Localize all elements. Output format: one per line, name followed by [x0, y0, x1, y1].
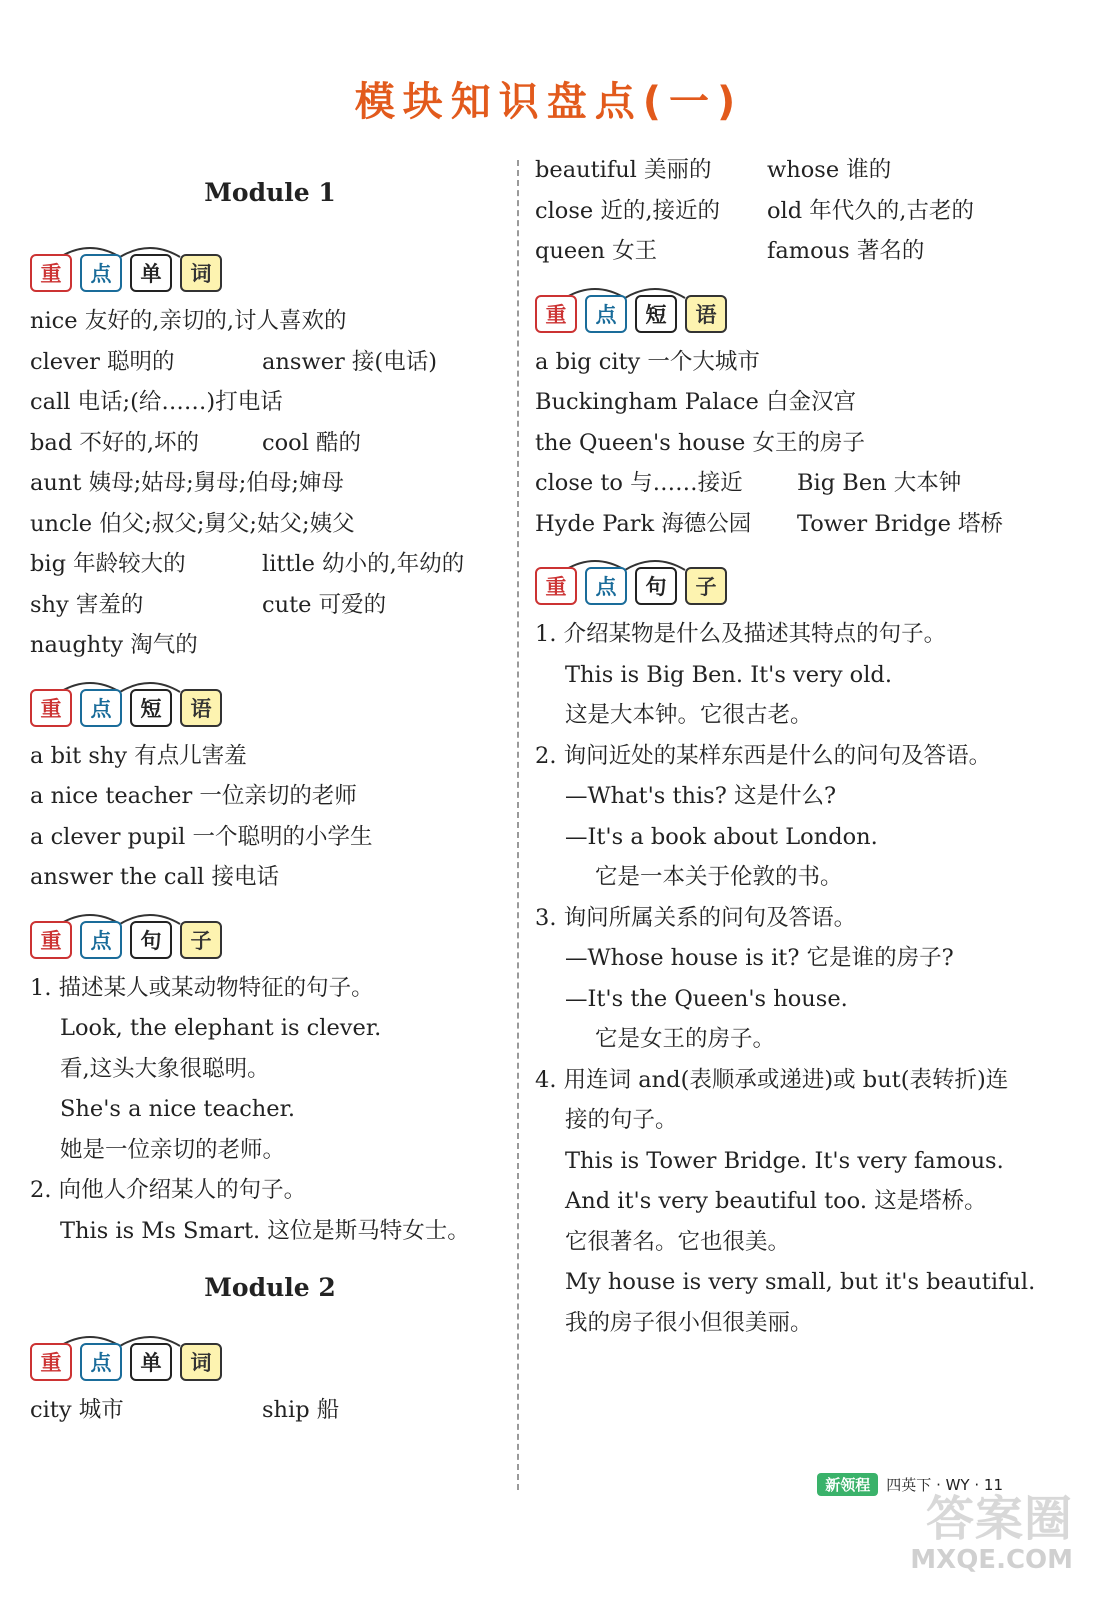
module-2-sentence-list: [535, 614, 1036, 1343]
badge-char: 重: [30, 921, 72, 959]
list-item: a nice teacher 一位亲切的老师: [30, 783, 357, 809]
badge-char: 短: [635, 295, 677, 333]
badge-key-sentences: [30, 906, 510, 962]
module-2-phrase-list: [535, 342, 1025, 545]
badge-char: 点: [80, 254, 122, 292]
sentence-heading: 4. 用连词 and(表顺承或递进)或 but(表转折)连接的句子。: [535, 1066, 1009, 1133]
badge-key-phrases-module-2: [535, 280, 1025, 336]
list-item: bad 不好的,坏的 cool 酷的: [30, 429, 362, 456]
list-item: answer the call 接电话: [30, 864, 279, 890]
left-column: [30, 150, 510, 1431]
list-item: shy 害羞的 cute 可爱的: [30, 591, 387, 618]
list-item: naughty 淘气的: [30, 632, 198, 658]
badge-char: 语: [180, 689, 222, 727]
badge-char: 词: [180, 254, 222, 292]
sentence-line: Look, the elephant is clever.: [60, 1015, 382, 1041]
sentence-line: 它是一本关于伦敦的书。: [595, 864, 843, 890]
badge-char: 点: [80, 689, 122, 727]
sentence-heading: 3. 询问所属关系的问句及答语。: [535, 904, 857, 931]
badge-key-words: [30, 239, 510, 295]
sentence-line: 这是大本钟。它很古老。: [565, 702, 813, 728]
list-item: beautiful 美丽的 whose 谁的: [535, 157, 892, 183]
sentence-line: 看,这头大象很聪明。: [60, 1055, 270, 1082]
badge-char: 短: [130, 689, 172, 727]
sentence-line: This is Big Ben. It's very old.: [565, 661, 892, 688]
badge-char: 子: [685, 567, 727, 605]
list-item: a bit shy 有点儿害羞: [30, 742, 247, 769]
list-item: big 年龄较大的 little 幼小的,年幼的: [30, 551, 465, 577]
module-2-title: Module 2: [204, 1273, 336, 1302]
module-1-phrase-list: [30, 736, 510, 898]
sentence-line: —It's the Queen's house.: [565, 985, 848, 1012]
list-item: nice 友好的,亲切的,讨人喜欢的: [30, 308, 347, 334]
sentence-line: My house is very small, but it's beautiful.: [565, 1269, 1036, 1295]
sentence-line: —What's this? 这是什么?: [565, 783, 837, 809]
sentence-line: 我的房子很小但很美丽。: [565, 1309, 813, 1336]
module-1-title: Module 1: [204, 178, 336, 207]
badge-char: 重: [30, 689, 72, 727]
list-item: call 电话;(给……)打电话: [30, 389, 283, 415]
list-item: a big city 一个大城市: [535, 348, 760, 375]
badge-char: 句: [635, 567, 677, 605]
sentence-line: And it's very beautiful too. 这是塔桥。: [565, 1188, 987, 1214]
brand-logo: 新领程: [817, 1473, 878, 1496]
sentence-heading: 2. 向他人介绍某人的句子。: [30, 1177, 307, 1203]
badge-key-phrases: [30, 674, 510, 730]
sentence-line: —It's a book about London.: [565, 823, 878, 850]
sentence-line: She's a nice teacher.: [60, 1096, 296, 1122]
badge-char: 点: [80, 921, 122, 959]
sentence-line: 它是女王的房子。: [595, 1026, 776, 1052]
badge-char: 重: [30, 254, 72, 292]
badge-key-sentences-module-2: [535, 552, 1025, 608]
list-item: city 城市 ship 船: [30, 1397, 340, 1423]
list-item: Buckingham Palace 白金汉宫: [535, 389, 856, 415]
badge-char: 重: [535, 567, 577, 605]
list-item: uncle 伯父;叔父;舅父;姑父;姨父: [30, 510, 355, 537]
module-1-word-list: [30, 301, 510, 666]
list-item: Hyde Park 海德公园 Tower Bridge 塔桥: [535, 510, 1004, 537]
page-title: 模块知识盘点(一): [354, 79, 744, 125]
badge-char: 点: [585, 295, 627, 333]
sentence-heading: 1. 介绍某物是什么及描述其特点的句子。: [535, 621, 947, 647]
badge-char: 点: [585, 567, 627, 605]
sentence-line: This is Tower Bridge. It's very famous.: [565, 1147, 1004, 1174]
sentence-line: This is Ms Smart. 这位是斯马特女士。: [60, 1217, 470, 1244]
list-item: aunt 姨母;姑母;舅母;伯母;婶母: [30, 470, 344, 496]
list-item: close to 与……接近 Big Ben 大本钟: [535, 470, 962, 496]
sentence-line: —Whose house is it? 它是谁的房子?: [565, 945, 954, 971]
list-item: a clever pupil 一个聪明的小学生: [30, 823, 373, 850]
sentence-line: 它很著名。它也很美。: [565, 1228, 791, 1255]
badge-char: 词: [180, 1343, 222, 1381]
page-number: 四英下 · WY · 11: [886, 1476, 1003, 1494]
watermark-logo: 答案圈: [925, 1491, 1073, 1547]
badge-char: 句: [130, 921, 172, 959]
list-item: close 近的,接近的 old 年代久的,古老的: [535, 197, 974, 224]
column-divider: [517, 160, 519, 1490]
sentence-heading: 1. 描述某人或某动物特征的句子。: [30, 974, 374, 1001]
badge-char: 单: [130, 254, 172, 292]
badge-char: 语: [685, 295, 727, 333]
list-item: queen 女王 famous 著名的: [535, 238, 925, 264]
badge-char: 点: [80, 1343, 122, 1381]
list-item: clever 聪明的 answer 接(电话): [30, 348, 437, 375]
list-item: the Queen's house 女王的房子: [535, 429, 865, 456]
module-2-word-list: [535, 150, 1025, 272]
right-column: [535, 150, 1036, 1343]
badge-char: 重: [535, 295, 577, 333]
badge-char: 单: [130, 1343, 172, 1381]
sentence-line: 她是一位亲切的老师。: [60, 1136, 286, 1163]
badge-key-words-module-2: [30, 1328, 510, 1384]
sentence-heading: 2. 询问近处的某样东西是什么的问句及答语。: [535, 742, 992, 769]
badge-char: 重: [30, 1343, 72, 1381]
badge-char: 子: [180, 921, 222, 959]
watermark-url: MXQE.COM: [910, 1545, 1073, 1575]
module-1-sentence-list: [30, 968, 510, 1252]
